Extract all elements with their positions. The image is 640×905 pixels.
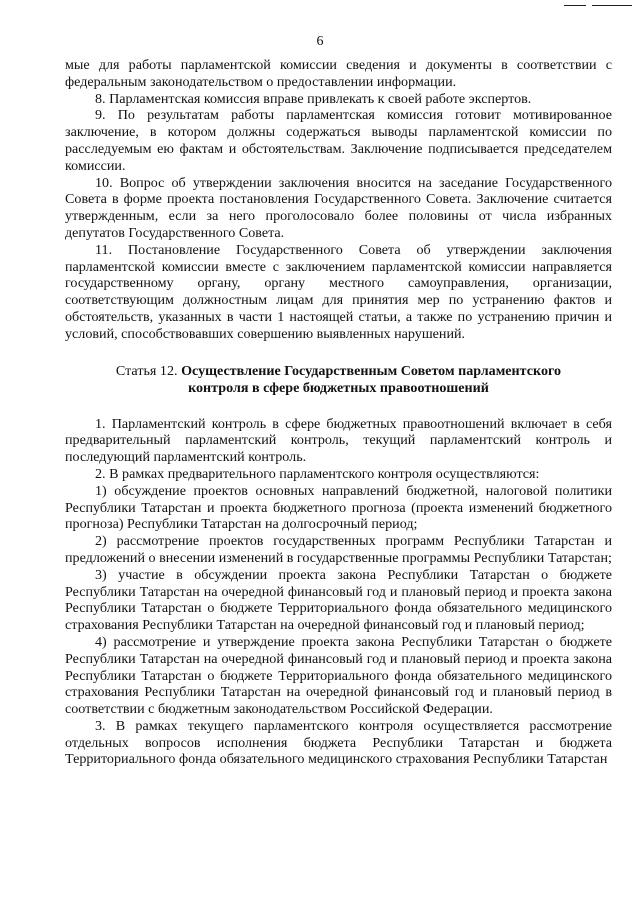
page-number: 6 <box>316 34 324 49</box>
list-item: 2) рассмотрение проектов государственных программ Республики Татарстан и предложений о внесении изменений в государственные программы Республики Татарстан; <box>65 533 612 566</box>
document-body <box>65 57 612 768</box>
paragraph: 1. Парламентский контроль в сфере бюджетных правоотношений включает в себя предварительный парламентский контроль, текущий парламентский контроль и последующий парламентский контроль. <box>65 415 612 466</box>
list-item: 3) участие в обсуждении проекта закона Республики Татарстан о бюджете Республики Татарстан на очередной финансовый год и плановый период и проекта закона Республики Татарстан о бюджете Территориального фонда обязательного медицинского страхования Республики Татарстан на очередной финансовый год и плановый период; <box>65 566 612 634</box>
list-item: 4) рассмотрение и утверждение проекта закона Республики Татарстан о бюджете Республики Татарстан на очередной финансовый год и плановый период и проекта закона Республики Татарстан о бюджете Территориального фонда обязательного медицинского страхования Республики Татарстан на очередной финансовый год и плановый период в соответствии с бюджетным законодательством Российской Федерации. <box>65 633 612 718</box>
paragraph: 11. Постановление Государственного Совета об утверждении заключения парламентской комиссии вместе с заключением парламентской комиссии направляется государственному органу, органу местного самоуправления, организации, соответствующим должностным лицам для принятия мер по устранению фактов и обстоятельств, указанных в части 1 настоящей статьи, а также по устранению причин и условий, способствовавших совершению выявленных нарушений. <box>65 241 612 342</box>
article-title-line2: контроля в сфере бюджетных правоотношений <box>188 379 489 396</box>
paragraph: 8. Парламентская комиссия вправе привлекать к своей работе экспертов. <box>95 90 532 107</box>
paragraph: 9. По результатам работы парламентская комиссия готовит мотивированное заключение, в котором должны содержаться выводы парламентской комиссии по расследуемым ею фактам и обстоятельствам. Заключение подписывается председателем комиссии. <box>65 107 612 174</box>
list-item: 1) обсуждение проектов основных направлений бюджетной, налоговой политики Республики Татарстан и проекта бюджетного прогноза (проекта изменений бюджетного прогноза) Республики Татарстан на долгосрочный период; <box>65 482 612 533</box>
corner-marks <box>558 2 638 8</box>
article-title-line1: Осуществление Государственным Советом парламентского <box>181 362 562 379</box>
paragraph: мые для работы парламентской комиссии сведения и документы в соответствии с федеральным законодательством о предоставлении информации. <box>65 57 612 90</box>
paragraph: 10. Вопрос об утверждении заключения вносится на заседание Государственного Совета в форме проекта постановления Государственного Совета. Заключение считается утвержденным, если за него проголосовало более половины от числа избранных депутатов Государственного Совета. <box>65 174 612 241</box>
paragraph: 3. В рамках текущего парламентского контроля осуществляется рассмотрение отдельных вопросов исполнения бюджета Республики Татарстан и бюджета Территориального фонда обязательного медицинского страхования Республики Татарстан <box>65 717 612 768</box>
paragraph: 2. В рамках предварительного парламентского контроля осуществляются: <box>95 465 540 482</box>
article-prefix: Статья 12. <box>115 362 178 379</box>
article-heading <box>65 363 612 397</box>
